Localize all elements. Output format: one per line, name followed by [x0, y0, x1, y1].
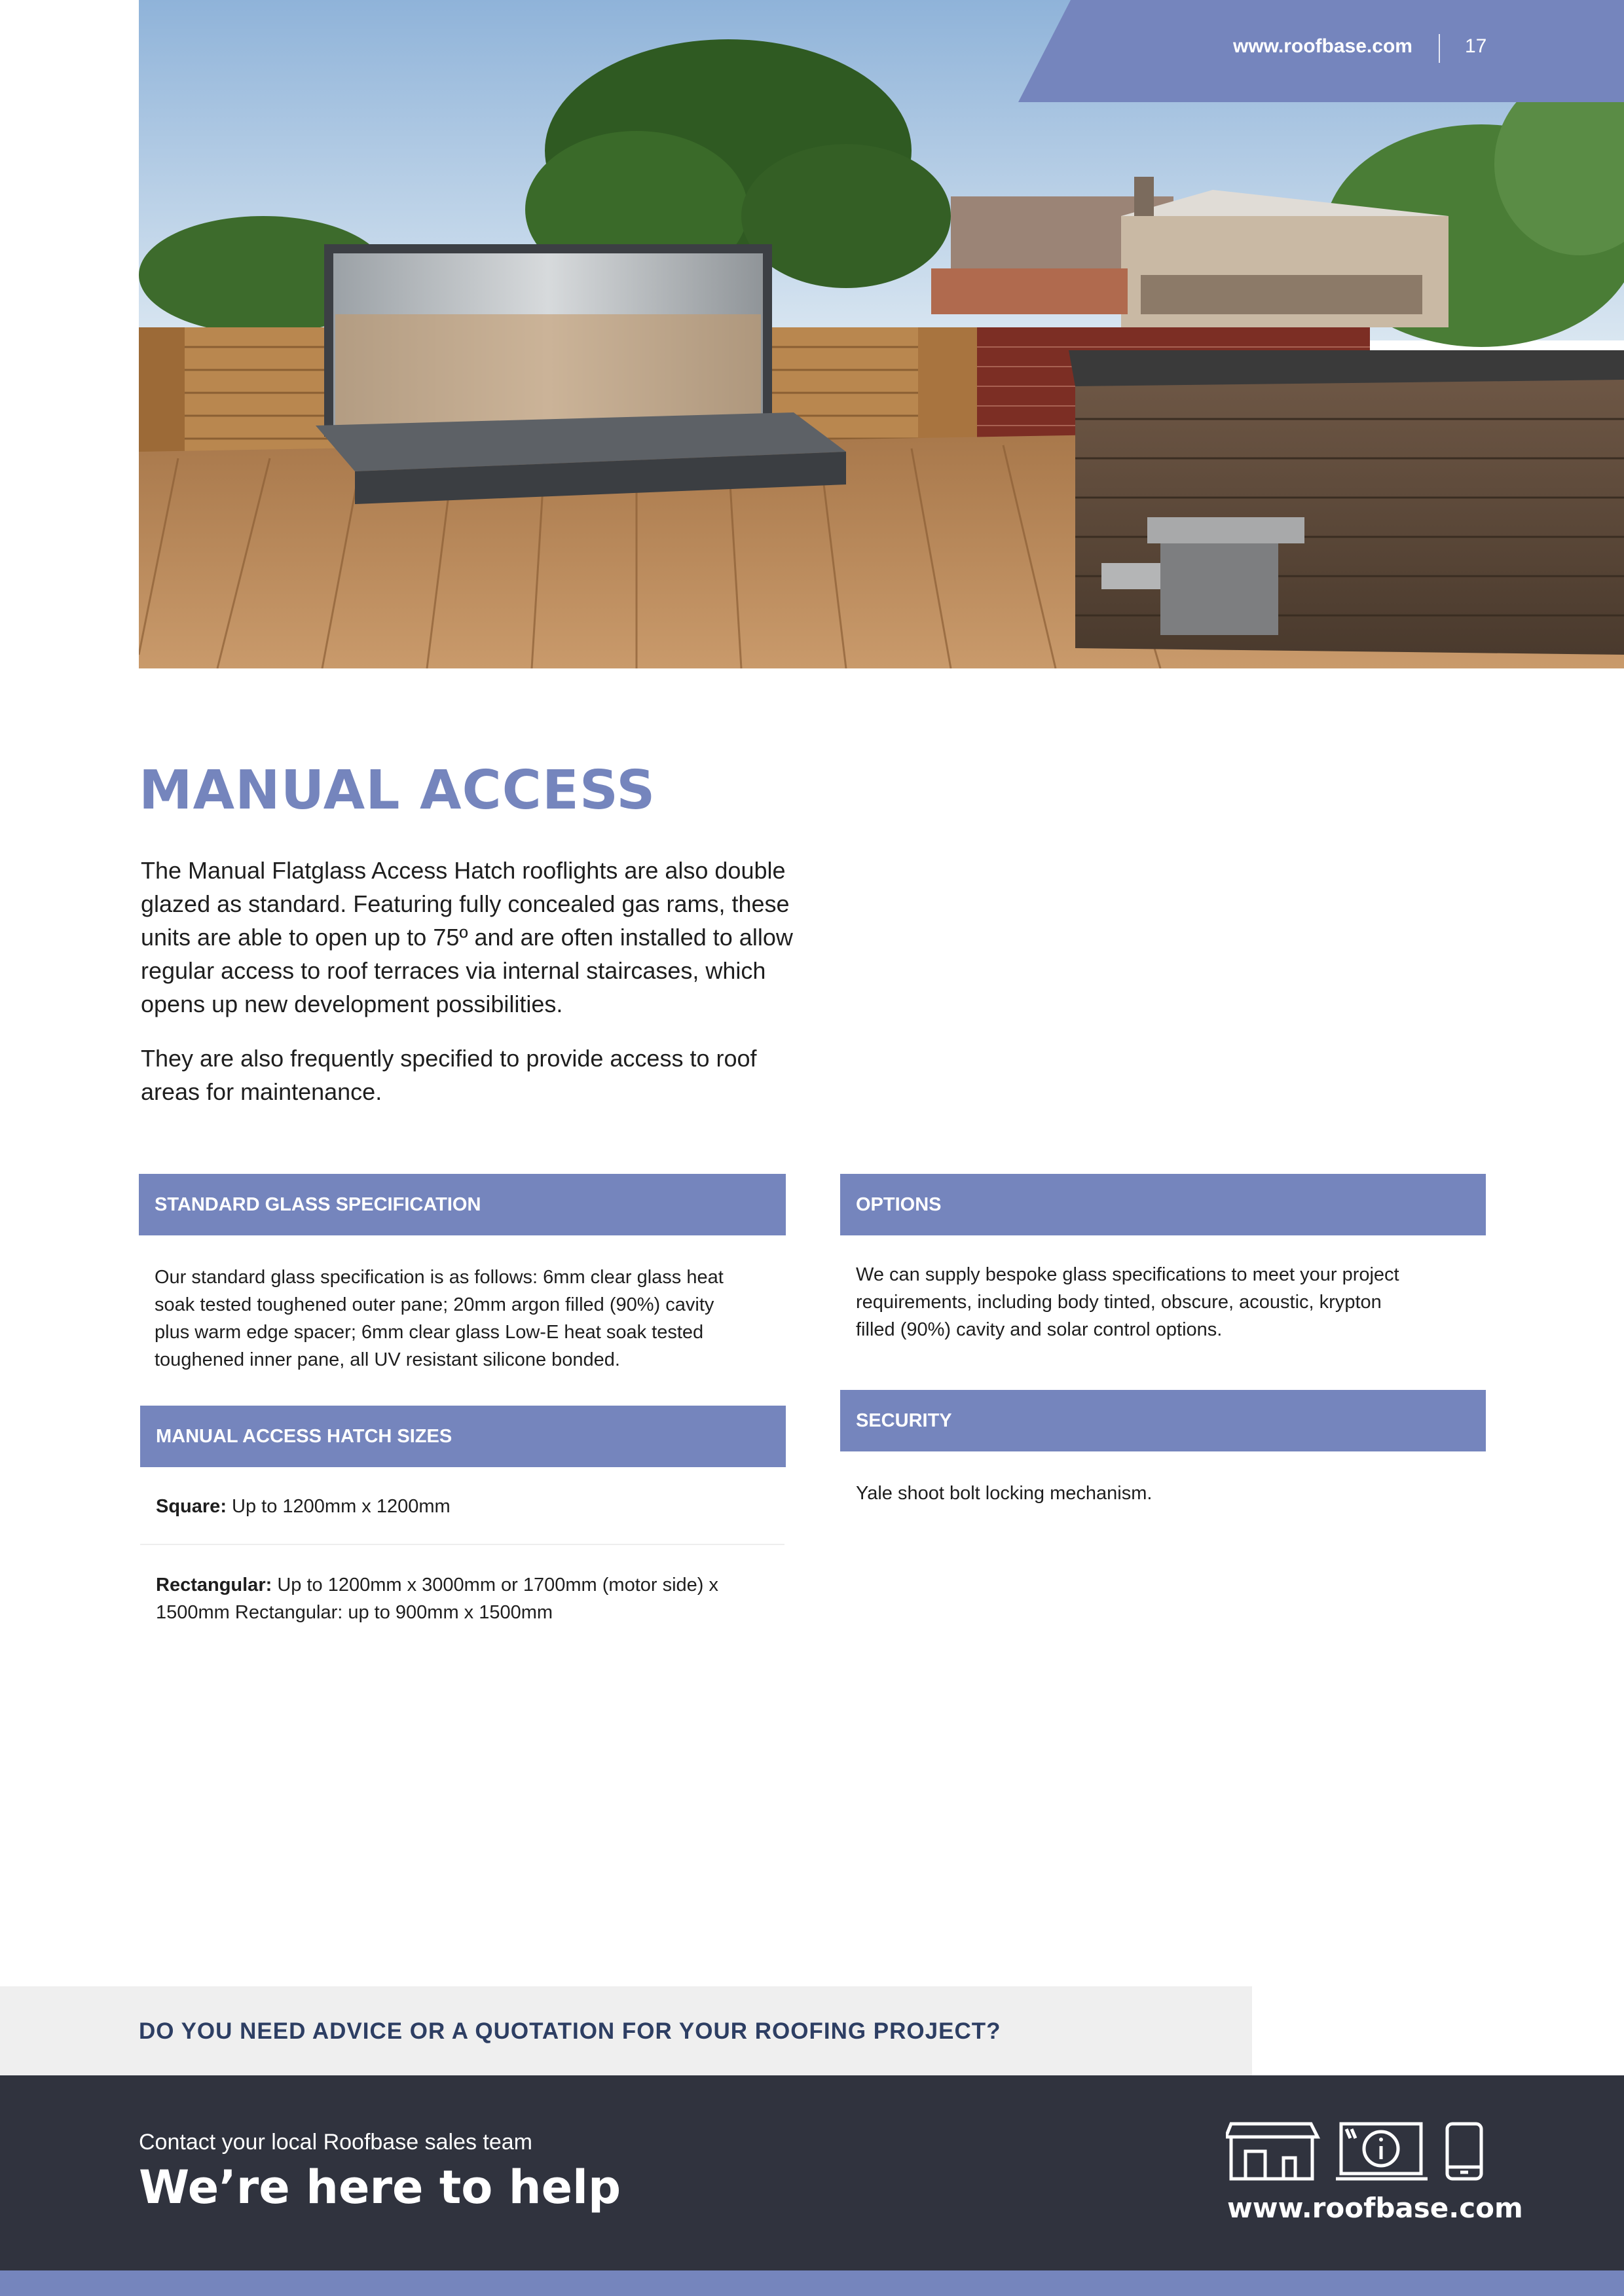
sizes-divider	[140, 1544, 784, 1545]
advice-text: DO YOU NEED ADVICE OR A QUOTATION FOR YOUR ROOFING PROJECT?	[139, 2018, 1001, 2044]
footer-url[interactable]: www.roofbase.com	[1227, 2192, 1523, 2224]
header-separator	[1439, 34, 1440, 63]
options-text: We can supply bespoke glass specifications to meet your project requirements, including body tinted, obscure, acoustic, krypton filled (90%) cavity and solar control options.	[856, 1264, 1399, 1340]
laptop-info-icon	[1336, 2124, 1428, 2179]
footer-icons	[1226, 2121, 1488, 2187]
rect-label: Rectangular:	[156, 1575, 272, 1595]
intro-paragraph: They are also frequently specified to provide access to roof areas for maintenance.	[141, 1045, 757, 1105]
intro-paragraph: The Manual Flatglass Access Hatch rooflights are also double glazed as standard. Featuring fully concealed gas rams, these units are able to open up to 75º and are often installed to allow regular access to roof terraces via internal staircases, which opens up new development possibilities.	[141, 857, 793, 1017]
hatch-sizes-heading: MANUAL ACCESS HATCH SIZES	[140, 1406, 786, 1467]
smartphone-icon	[1447, 2124, 1481, 2179]
square-value: Up to 1200mm x 1200mm	[232, 1496, 451, 1517]
hatch-size-square	[156, 1493, 758, 1520]
bottom-stripe	[0, 2270, 1624, 2296]
glass-spec-heading: STANDARD GLASS SPECIFICATION	[139, 1174, 786, 1235]
header-url[interactable]: www.roofbase.com	[1233, 35, 1412, 57]
page-title: MANUAL ACCESS	[139, 759, 656, 822]
security-text: Yale shoot bolt locking mechanism.	[856, 1483, 1153, 1504]
page-tab	[1018, 0, 1624, 102]
glass-spec-text: Our standard glass specification is as follows: 6mm clear glass heat soak tested toughened outer pane; 20mm argon filled (90%) cavity plus warm edge spacer; 6mm clear glass Low-E heat soak tested toughened inner pane, all UV resistant silicone bonded.	[155, 1267, 724, 1370]
contact-heading: We’re here to help	[139, 2160, 621, 2214]
options-heading: OPTIONS	[840, 1174, 1486, 1235]
square-label: Square:	[156, 1496, 227, 1517]
rect-value: Up to 1200mm x 3000mm or 1700mm (motor side) x 1500mm Rectangular: up to 900mm x 1500mm	[156, 1575, 719, 1623]
page-number: 17	[1465, 35, 1487, 57]
contact-subtitle: Contact your local Roofbase sales team	[139, 2130, 532, 2155]
hatch-size-rectangular	[156, 1571, 758, 1626]
shop-icon	[1226, 2124, 1318, 2179]
intro-text	[141, 854, 796, 1129]
security-heading: SECURITY	[840, 1390, 1486, 1451]
